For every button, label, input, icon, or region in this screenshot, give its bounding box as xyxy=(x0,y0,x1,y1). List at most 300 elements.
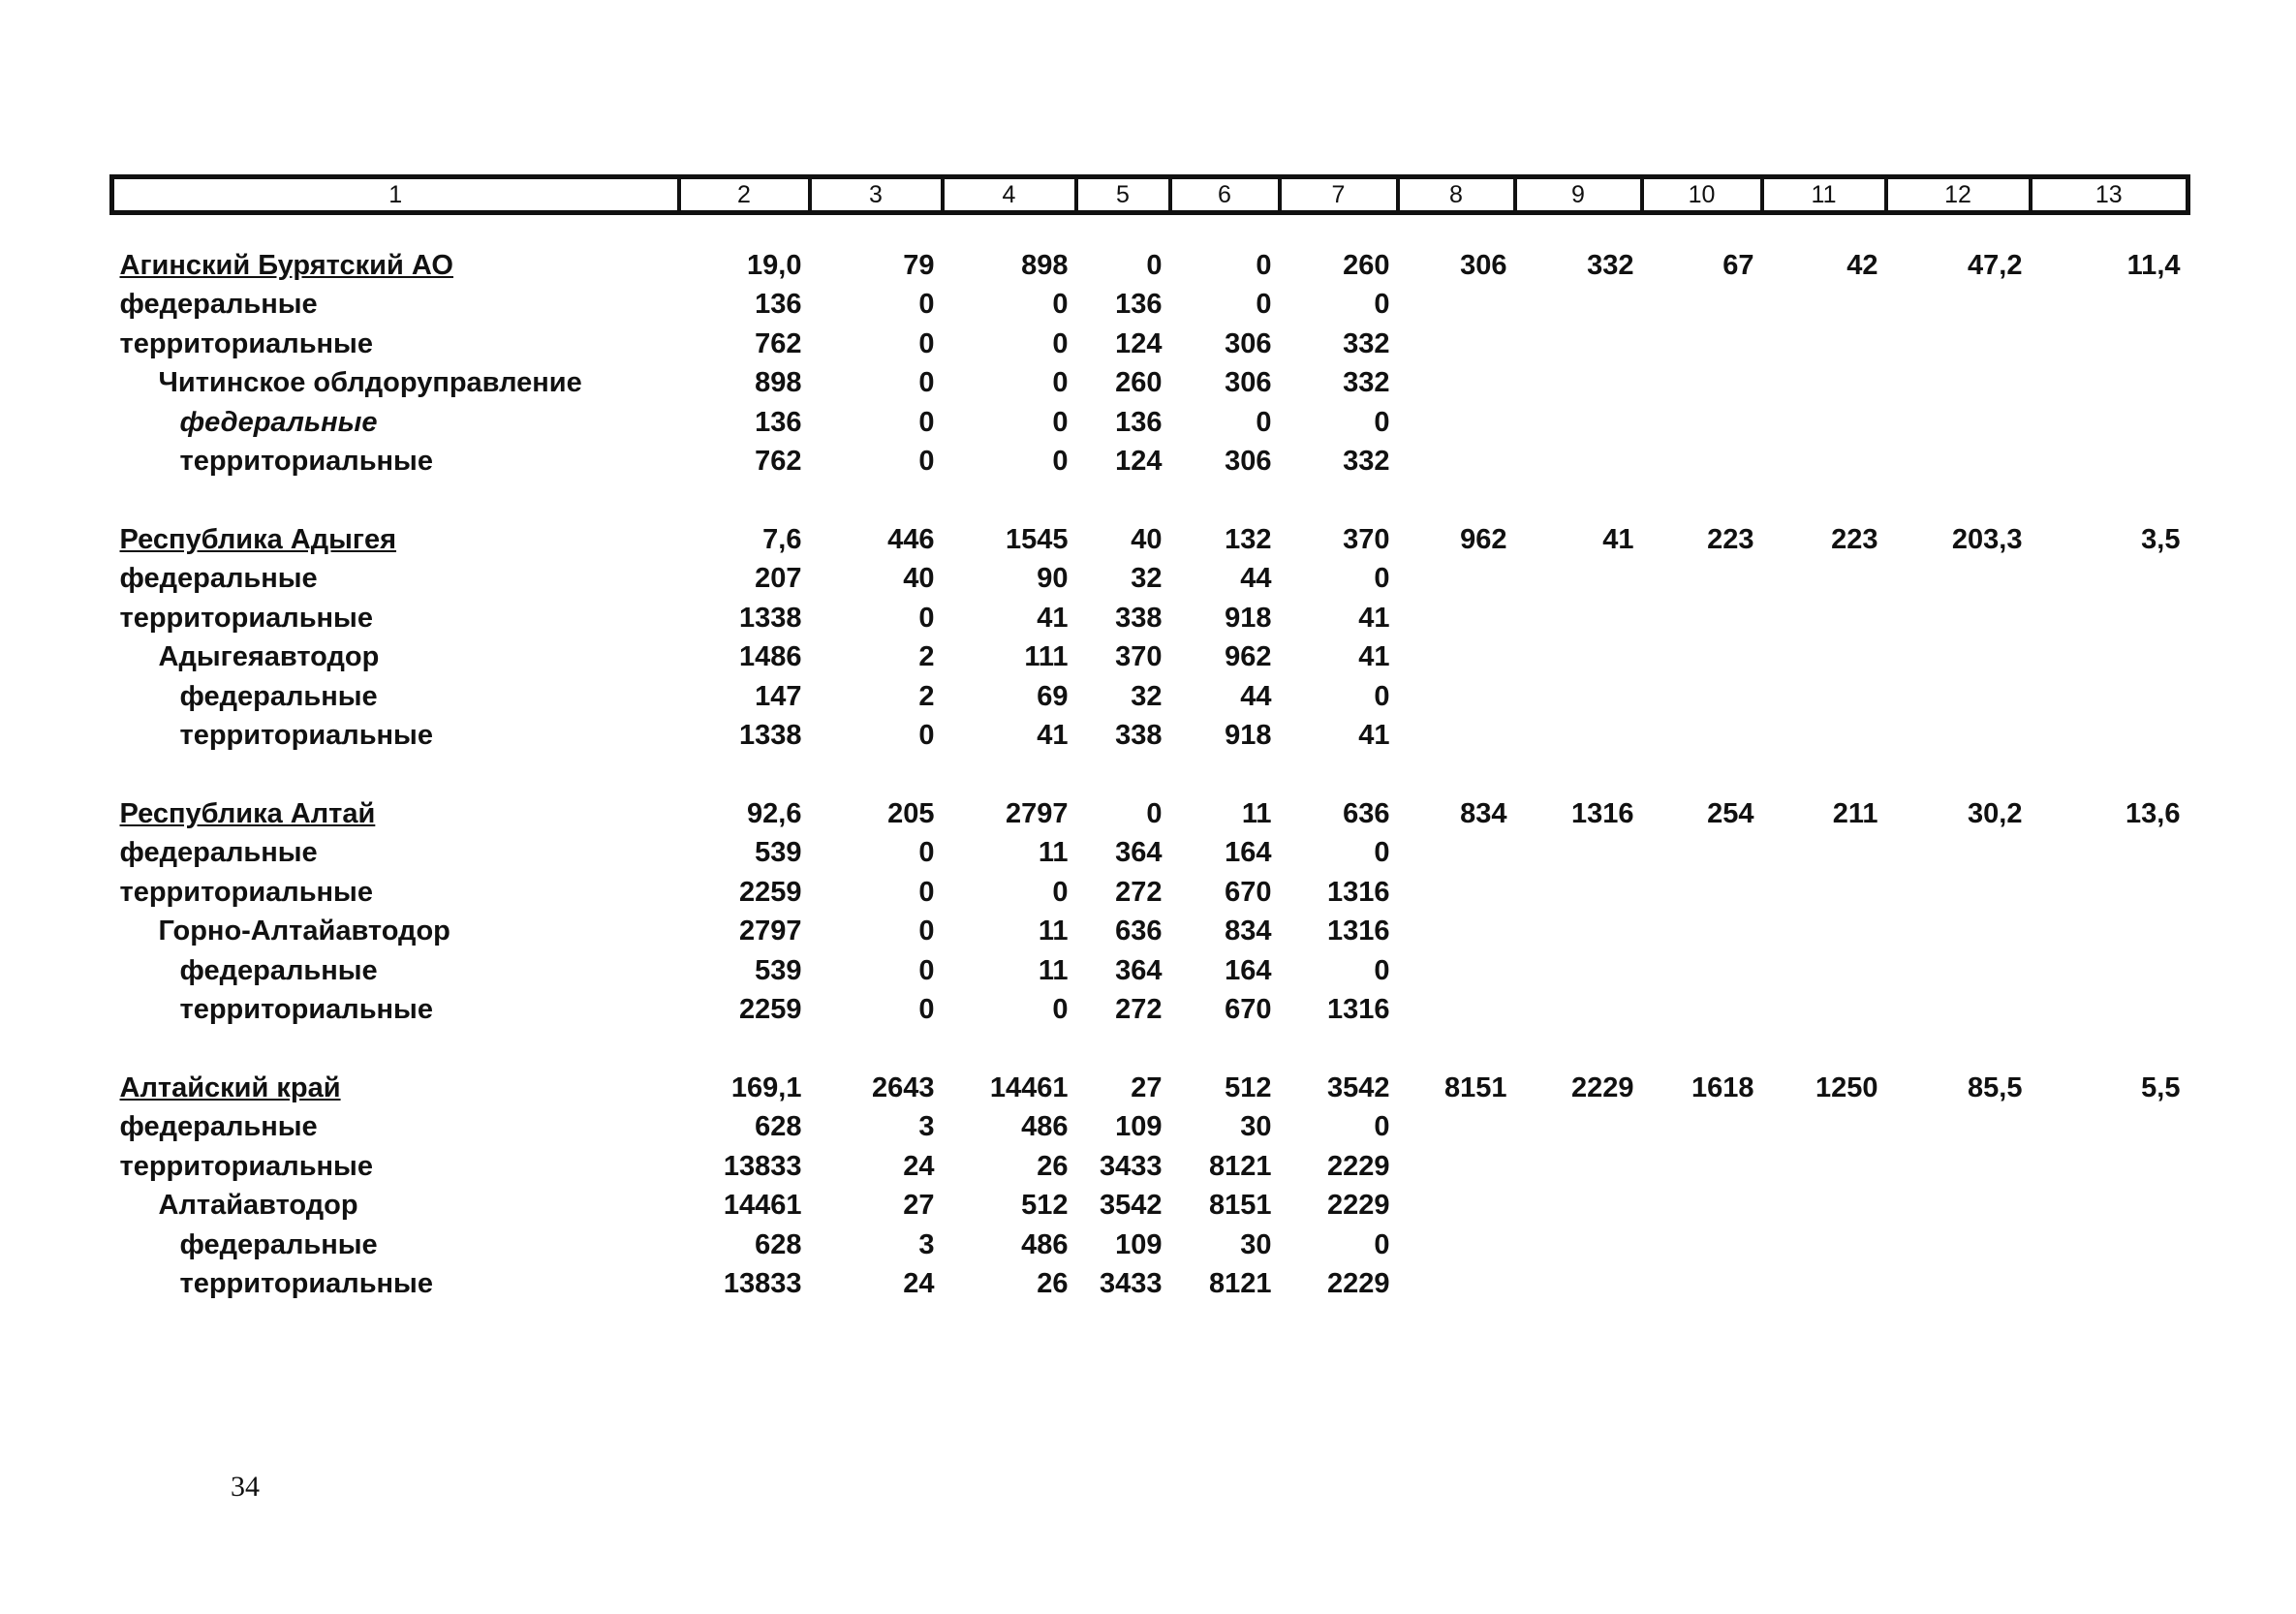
cell-col-13 xyxy=(2031,325,2188,364)
cell-col-2: 13833 xyxy=(723,1268,802,1300)
cell-col-9 xyxy=(1515,1187,1642,1226)
cell-col-7: 0 xyxy=(1374,954,1390,986)
cell-col-4: 26 xyxy=(1037,1150,1069,1182)
cell-col-3: 2643 xyxy=(871,1071,935,1103)
cell-col-6: 8121 xyxy=(1208,1268,1272,1300)
cell-col-2: 1338 xyxy=(738,720,802,752)
cell-col-3: 24 xyxy=(903,1150,935,1182)
cell-col-13 xyxy=(2031,834,2188,874)
organization-row xyxy=(112,364,2188,404)
cell-col-4: 90 xyxy=(1037,563,1069,595)
column-header-11: 11 xyxy=(1762,177,1886,213)
cell-col-11 xyxy=(1762,873,1886,913)
cell-col-10 xyxy=(1642,1226,1762,1265)
cell-col-12 xyxy=(1886,913,2031,952)
cell-col-2: 628 xyxy=(755,1111,802,1143)
cell-col-12 xyxy=(1886,286,2031,326)
cell-col-2: 628 xyxy=(755,1228,802,1260)
cell-col-12 xyxy=(1886,560,2031,600)
row-label: федеральные xyxy=(119,563,318,595)
subtotal-row xyxy=(112,1108,2188,1148)
cell-col-7: 332 xyxy=(1343,327,1390,359)
row-label: федеральные xyxy=(119,1111,318,1143)
region-name: Агинский Бурятский АО xyxy=(119,249,453,281)
cell-col-10 xyxy=(1642,403,1762,443)
cell-col-9 xyxy=(1515,286,1642,326)
cell-col-9 xyxy=(1515,717,1642,757)
cell-col-6: 0 xyxy=(1256,289,1272,321)
cell-col-7: 2229 xyxy=(1326,1268,1390,1300)
cell-col-6: 670 xyxy=(1225,876,1272,908)
cell-col-12 xyxy=(1886,443,2031,482)
cell-col-11 xyxy=(1762,1265,1886,1305)
cell-col-12 xyxy=(1886,403,2031,443)
cell-col-5: 260 xyxy=(1115,367,1163,399)
cell-col-7: 1316 xyxy=(1326,916,1390,947)
cell-col-5: 338 xyxy=(1115,602,1163,634)
cell-col-4: 111 xyxy=(1024,641,1069,673)
subtotal-row xyxy=(112,599,2188,638)
cell-col-11 xyxy=(1762,403,1886,443)
cell-col-9: 41 xyxy=(1602,523,1634,555)
cell-col-2: 13833 xyxy=(723,1150,802,1182)
cell-col-4: 486 xyxy=(1021,1111,1069,1143)
cell-col-7: 2229 xyxy=(1326,1190,1390,1222)
cell-col-12: 47,2 xyxy=(1968,249,2023,281)
cell-col-2: 898 xyxy=(755,367,802,399)
spacer-row xyxy=(112,756,2188,794)
row-label: федеральные xyxy=(119,837,318,869)
cell-col-11: 1250 xyxy=(1815,1071,1878,1103)
cell-col-11 xyxy=(1762,834,1886,874)
cell-col-13: 5,5 xyxy=(2141,1071,2181,1103)
cell-col-6: 44 xyxy=(1240,680,1272,712)
cell-col-3: 24 xyxy=(903,1268,935,1300)
cell-col-12 xyxy=(1886,325,2031,364)
region-row xyxy=(112,1069,2188,1108)
cell-col-4: 486 xyxy=(1021,1228,1069,1260)
cell-col-5: 3433 xyxy=(1099,1268,1163,1300)
cell-col-5: 272 xyxy=(1115,994,1163,1026)
organization-row xyxy=(112,913,2188,952)
region-name: Республика Адыгея xyxy=(119,523,397,555)
cell-col-3: 205 xyxy=(887,797,935,829)
spacer-row xyxy=(112,213,2188,247)
cell-col-4: 898 xyxy=(1021,249,1069,281)
cell-col-11 xyxy=(1762,560,1886,600)
cell-col-10 xyxy=(1642,1108,1762,1148)
cell-col-5: 32 xyxy=(1131,680,1163,712)
cell-col-8 xyxy=(1398,991,1515,1031)
cell-col-2: 136 xyxy=(755,406,802,438)
cell-col-9 xyxy=(1515,677,1642,717)
region-name: Республика Алтай xyxy=(119,797,376,829)
cell-col-2: 1486 xyxy=(738,641,802,673)
cell-col-11 xyxy=(1762,364,1886,404)
cell-col-2: 762 xyxy=(755,446,802,478)
cell-col-7: 0 xyxy=(1374,406,1390,438)
road-statistics-table xyxy=(109,174,2190,1304)
cell-col-8 xyxy=(1398,1187,1515,1226)
cell-col-12 xyxy=(1886,599,2031,638)
cell-col-4: 0 xyxy=(1052,446,1069,478)
cell-col-13 xyxy=(2031,1147,2188,1187)
cell-col-5: 124 xyxy=(1115,446,1163,478)
cell-col-5: 109 xyxy=(1115,1111,1163,1143)
cell-col-3: 0 xyxy=(918,876,935,908)
cell-col-10 xyxy=(1642,913,1762,952)
cell-col-5: 32 xyxy=(1131,563,1163,595)
cell-col-5: 136 xyxy=(1115,406,1163,438)
cell-col-8 xyxy=(1398,403,1515,443)
cell-col-4: 512 xyxy=(1021,1190,1069,1222)
cell-col-9 xyxy=(1515,834,1642,874)
cell-col-9 xyxy=(1515,1265,1642,1305)
cell-col-6: 0 xyxy=(1256,406,1272,438)
row-label: территориальные xyxy=(119,876,373,908)
cell-col-12 xyxy=(1886,1108,2031,1148)
cell-col-8 xyxy=(1398,873,1515,913)
row-label: Горно-Алтайавтодор xyxy=(158,916,450,947)
cell-col-10 xyxy=(1642,599,1762,638)
region-row xyxy=(112,246,2188,286)
cell-col-6: 44 xyxy=(1240,563,1272,595)
row-label: территориальные xyxy=(119,1150,373,1182)
cell-col-4: 0 xyxy=(1052,406,1069,438)
cell-col-9 xyxy=(1515,1147,1642,1187)
table-header xyxy=(112,177,2188,213)
cell-col-9 xyxy=(1515,364,1642,404)
cell-col-7: 0 xyxy=(1374,1228,1390,1260)
cell-col-4: 14461 xyxy=(989,1071,1069,1103)
region-row xyxy=(112,520,2188,560)
cell-col-2: 1338 xyxy=(738,602,802,634)
cell-col-13 xyxy=(2031,364,2188,404)
cell-col-13 xyxy=(2031,286,2188,326)
cell-col-11 xyxy=(1762,325,1886,364)
cell-col-2: 2797 xyxy=(738,916,802,947)
organization-subrow xyxy=(112,403,2188,443)
cell-col-10 xyxy=(1642,560,1762,600)
cell-col-12 xyxy=(1886,677,2031,717)
cell-col-13: 11,4 xyxy=(2126,249,2181,281)
cell-col-8 xyxy=(1398,599,1515,638)
cell-col-8 xyxy=(1398,325,1515,364)
cell-col-11 xyxy=(1762,286,1886,326)
cell-col-13 xyxy=(2031,717,2188,757)
cell-col-7: 0 xyxy=(1374,1111,1390,1143)
cell-col-4: 41 xyxy=(1037,720,1069,752)
cell-col-2: 207 xyxy=(755,563,802,595)
cell-col-7: 41 xyxy=(1358,602,1390,634)
cell-col-6: 30 xyxy=(1240,1111,1272,1143)
cell-col-11 xyxy=(1762,951,1886,991)
cell-col-11 xyxy=(1762,991,1886,1031)
cell-col-11 xyxy=(1762,1108,1886,1148)
cell-col-8: 8151 xyxy=(1443,1071,1507,1103)
cell-col-7: 332 xyxy=(1343,446,1390,478)
cell-col-11 xyxy=(1762,717,1886,757)
cell-col-7: 41 xyxy=(1358,720,1390,752)
cell-col-5: 27 xyxy=(1131,1071,1163,1103)
cell-col-3: 0 xyxy=(918,327,935,359)
cell-col-2: 762 xyxy=(755,327,802,359)
cell-col-10: 223 xyxy=(1707,523,1754,555)
cell-col-10 xyxy=(1642,364,1762,404)
cell-col-9: 2229 xyxy=(1570,1071,1634,1103)
cell-col-6: 164 xyxy=(1225,837,1272,869)
cell-col-2: 19,0 xyxy=(747,249,802,281)
cell-col-4: 11 xyxy=(1038,954,1069,986)
cell-col-8 xyxy=(1398,1108,1515,1148)
cell-col-7: 2229 xyxy=(1326,1150,1390,1182)
organization-subrow xyxy=(112,1226,2188,1265)
cell-col-3: 0 xyxy=(918,602,935,634)
subtotal-row xyxy=(112,286,2188,326)
cell-col-5: 124 xyxy=(1115,327,1163,359)
cell-col-6: 30 xyxy=(1240,1228,1272,1260)
cell-col-6: 164 xyxy=(1225,954,1272,986)
region-row xyxy=(112,794,2188,834)
row-label: территориальные xyxy=(179,994,433,1026)
cell-col-11 xyxy=(1762,677,1886,717)
row-label: Адыгеяавтодор xyxy=(158,641,380,673)
cell-col-12: 203,3 xyxy=(1951,523,2023,555)
cell-col-8 xyxy=(1398,1147,1515,1187)
cell-col-4: 0 xyxy=(1052,327,1069,359)
cell-col-3: 0 xyxy=(918,954,935,986)
row-label: федеральные xyxy=(179,680,378,712)
column-header-1: 1 xyxy=(112,177,679,213)
cell-col-10 xyxy=(1642,873,1762,913)
cell-col-4: 0 xyxy=(1052,876,1069,908)
cell-col-3: 446 xyxy=(887,523,935,555)
cell-col-4: 2797 xyxy=(1005,797,1069,829)
cell-col-9 xyxy=(1515,443,1642,482)
cell-col-10: 1618 xyxy=(1691,1071,1754,1103)
cell-col-9: 1316 xyxy=(1570,797,1634,829)
cell-col-4: 26 xyxy=(1037,1268,1069,1300)
cell-col-13 xyxy=(2031,1108,2188,1148)
column-header-9: 9 xyxy=(1515,177,1642,213)
cell-col-13 xyxy=(2031,443,2188,482)
cell-col-6: 834 xyxy=(1225,916,1272,947)
cell-col-12 xyxy=(1886,1265,2031,1305)
cell-col-6: 670 xyxy=(1225,994,1272,1026)
cell-col-6: 918 xyxy=(1225,720,1272,752)
cell-col-9 xyxy=(1515,913,1642,952)
cell-col-3: 0 xyxy=(918,367,935,399)
cell-col-3: 40 xyxy=(903,563,935,595)
page-number: 34 xyxy=(231,1471,260,1503)
subtotal-row xyxy=(112,560,2188,600)
cell-col-4: 69 xyxy=(1037,680,1069,712)
cell-col-8 xyxy=(1398,364,1515,404)
row-label: федеральные xyxy=(179,406,378,438)
cell-col-11 xyxy=(1762,599,1886,638)
cell-col-10 xyxy=(1642,717,1762,757)
cell-col-7: 332 xyxy=(1343,367,1390,399)
cell-col-11 xyxy=(1762,1147,1886,1187)
cell-col-10 xyxy=(1642,1147,1762,1187)
cell-col-7: 1316 xyxy=(1326,876,1390,908)
cell-col-6: 512 xyxy=(1225,1071,1272,1103)
column-header-4: 4 xyxy=(943,177,1076,213)
cell-col-13 xyxy=(2031,638,2188,678)
cell-col-9 xyxy=(1515,638,1642,678)
cell-col-7: 0 xyxy=(1374,680,1390,712)
cell-col-5: 272 xyxy=(1115,876,1163,908)
subtotal-row xyxy=(112,834,2188,874)
cell-col-8 xyxy=(1398,834,1515,874)
cell-col-12 xyxy=(1886,951,2031,991)
cell-col-7: 41 xyxy=(1358,641,1390,673)
table-body xyxy=(112,213,2188,1305)
cell-col-5: 370 xyxy=(1115,641,1163,673)
column-header-6: 6 xyxy=(1170,177,1280,213)
cell-col-8 xyxy=(1398,1265,1515,1305)
row-label xyxy=(112,520,679,560)
cell-col-12 xyxy=(1886,1226,2031,1265)
cell-col-3: 0 xyxy=(918,916,935,947)
cell-col-9 xyxy=(1515,560,1642,600)
column-header-12: 12 xyxy=(1886,177,2031,213)
cell-col-8 xyxy=(1398,1226,1515,1265)
cell-col-11: 223 xyxy=(1831,523,1878,555)
cell-col-4: 0 xyxy=(1052,289,1069,321)
cell-col-6: 132 xyxy=(1225,523,1272,555)
cell-col-3: 2 xyxy=(918,680,935,712)
cell-col-7: 3542 xyxy=(1326,1071,1390,1103)
cell-col-9: 332 xyxy=(1587,249,1634,281)
cell-col-3: 0 xyxy=(918,406,935,438)
cell-col-3: 3 xyxy=(918,1111,935,1143)
cell-col-5: 3433 xyxy=(1099,1150,1163,1182)
cell-col-9 xyxy=(1515,873,1642,913)
cell-col-6: 306 xyxy=(1225,327,1272,359)
cell-col-11 xyxy=(1762,913,1886,952)
cell-col-2: 539 xyxy=(755,954,802,986)
cell-col-6: 306 xyxy=(1225,446,1272,478)
cell-col-7: 636 xyxy=(1343,797,1390,829)
cell-col-13 xyxy=(2031,560,2188,600)
cell-col-13 xyxy=(2031,403,2188,443)
column-header-3: 3 xyxy=(810,177,943,213)
cell-col-6: 918 xyxy=(1225,602,1272,634)
organization-subrow xyxy=(112,991,2188,1031)
cell-col-13 xyxy=(2031,1187,2188,1226)
cell-col-3: 0 xyxy=(918,289,935,321)
cell-col-3: 0 xyxy=(918,446,935,478)
cell-col-11 xyxy=(1762,1187,1886,1226)
cell-col-2: 7,6 xyxy=(762,523,802,555)
cell-col-9 xyxy=(1515,1226,1642,1265)
spacer-row xyxy=(112,1030,2188,1069)
organization-subrow xyxy=(112,443,2188,482)
cell-col-2: 169,1 xyxy=(730,1071,802,1103)
cell-col-6: 8121 xyxy=(1208,1150,1272,1182)
cell-col-10 xyxy=(1642,1187,1762,1226)
row-label: федеральные xyxy=(119,289,318,321)
cell-col-5: 3542 xyxy=(1099,1190,1163,1222)
cell-col-12 xyxy=(1886,991,2031,1031)
cell-col-9 xyxy=(1515,951,1642,991)
cell-col-11 xyxy=(1762,638,1886,678)
cell-col-10 xyxy=(1642,325,1762,364)
cell-col-5: 364 xyxy=(1115,837,1163,869)
cell-col-7: 0 xyxy=(1374,563,1390,595)
cell-col-10 xyxy=(1642,991,1762,1031)
header-row xyxy=(112,177,2188,213)
cell-col-8: 962 xyxy=(1460,523,1507,555)
cell-col-4: 1545 xyxy=(1005,523,1069,555)
cell-col-5: 109 xyxy=(1115,1228,1163,1260)
cell-col-2: 539 xyxy=(755,837,802,869)
cell-col-12 xyxy=(1886,717,2031,757)
cell-col-11: 42 xyxy=(1846,249,1878,281)
subtotal-row xyxy=(112,325,2188,364)
cell-col-2: 147 xyxy=(755,680,802,712)
cell-col-13: 3,5 xyxy=(2141,523,2181,555)
cell-col-8 xyxy=(1398,677,1515,717)
cell-col-5: 364 xyxy=(1115,954,1163,986)
cell-col-3: 79 xyxy=(903,249,935,281)
cell-col-10 xyxy=(1642,1265,1762,1305)
cell-col-4: 0 xyxy=(1052,367,1069,399)
region-name: Алтайский край xyxy=(119,1071,341,1103)
cell-col-8 xyxy=(1398,717,1515,757)
cell-col-4: 11 xyxy=(1038,916,1069,947)
cell-col-2: 136 xyxy=(755,289,802,321)
organization-row xyxy=(112,1187,2188,1226)
cell-col-10 xyxy=(1642,834,1762,874)
row-label: территориальные xyxy=(179,720,433,752)
organization-subrow xyxy=(112,951,2188,991)
cell-col-7: 0 xyxy=(1374,837,1390,869)
row-label: территориальные xyxy=(179,446,433,478)
cell-col-13 xyxy=(2031,951,2188,991)
cell-col-4: 0 xyxy=(1052,994,1069,1026)
cell-col-10: 254 xyxy=(1707,797,1754,829)
row-label: федеральные xyxy=(179,1228,378,1260)
cell-col-10 xyxy=(1642,286,1762,326)
cell-col-3: 0 xyxy=(918,720,935,752)
row-label: территориальные xyxy=(119,602,373,634)
cell-col-3: 27 xyxy=(903,1190,935,1222)
row-label xyxy=(112,246,679,286)
cell-col-8: 306 xyxy=(1460,249,1507,281)
cell-col-9 xyxy=(1515,325,1642,364)
subtotal-row xyxy=(112,1147,2188,1187)
row-label xyxy=(112,1069,679,1108)
cell-col-5: 338 xyxy=(1115,720,1163,752)
cell-col-12 xyxy=(1886,873,2031,913)
row-label: территориальные xyxy=(119,327,373,359)
cell-col-8 xyxy=(1398,443,1515,482)
cell-col-7: 370 xyxy=(1343,523,1390,555)
cell-col-5: 0 xyxy=(1146,797,1163,829)
cell-col-3: 2 xyxy=(918,641,935,673)
organization-subrow xyxy=(112,717,2188,757)
row-label xyxy=(112,794,679,834)
organization-subrow xyxy=(112,677,2188,717)
column-header-8: 8 xyxy=(1398,177,1515,213)
cell-col-7: 1316 xyxy=(1326,994,1390,1026)
cell-col-8: 834 xyxy=(1460,797,1507,829)
cell-col-10 xyxy=(1642,677,1762,717)
cell-col-12 xyxy=(1886,1147,2031,1187)
cell-col-13 xyxy=(2031,599,2188,638)
